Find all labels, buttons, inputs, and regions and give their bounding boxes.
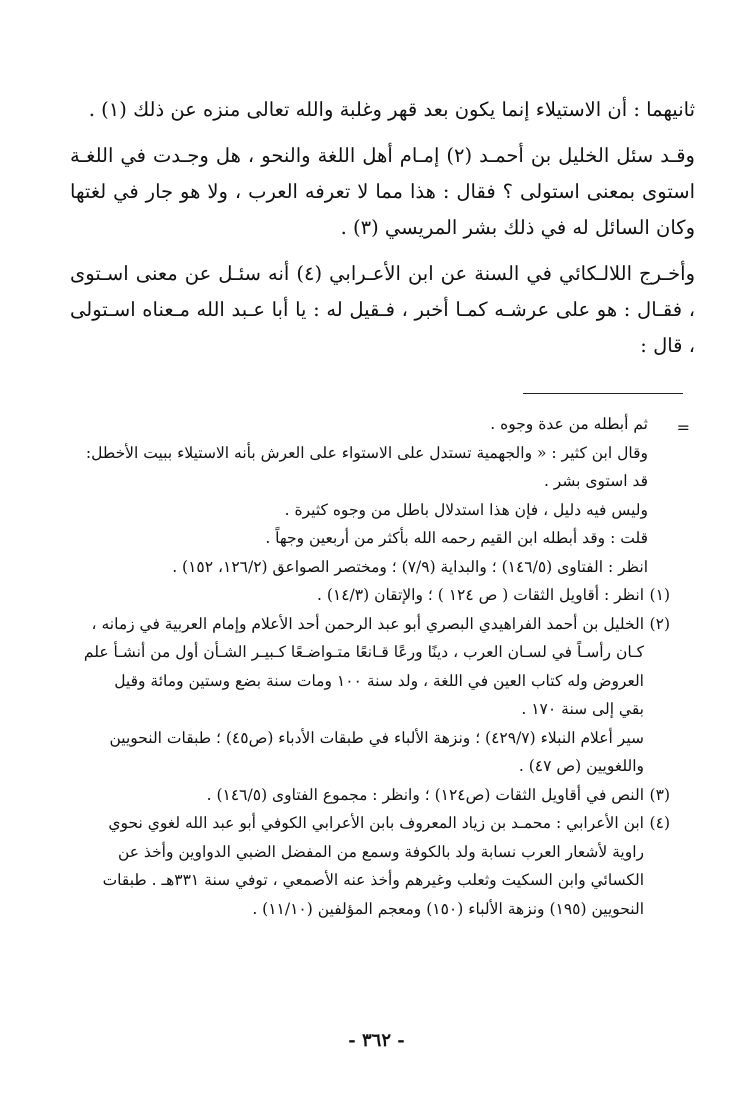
page-number: - ٣٦٢ - (348, 1030, 405, 1051)
footnote-3 (70, 781, 670, 810)
footnote-number: (٢) (649, 614, 670, 633)
paragraph: وقـد سئل الخليل بن أحمـد (٢) إمـام أهل اللغة والنحو ، هل وجـدت في اللغـة استوى بمعنى استولى ؟ فقال : هذا مما لا تعرفه العرب ، ولا هو جار في لغتها وكان السائل له في ذلك بشر المريسي (٣) . (70, 144, 695, 239)
footnote-body (70, 781, 644, 810)
footnote-line: راوية لأشعار العرب نسابة ولد بالكوفة وسمع من المفضل الضبي الدواوين وأخذ عن (117, 842, 644, 861)
footnote-line: الخليل بن أحمد الفراهيدي البصري أبو عبد الرحمن أحد الأعلام وإمام العربية في زمانه ، (91, 614, 644, 633)
footnotes-section (70, 410, 670, 923)
footnote-continuation (70, 410, 670, 581)
footnote-line: ثم أبطله من عدة وجوه . (490, 415, 648, 433)
footnote-body (70, 581, 644, 610)
footnote-line: قد استوى بشر . (543, 472, 648, 490)
paragraph: ثانيهما : أن الاستيلاء إنما يكون بعد قهر وغلبة والله تعالى منزه عن ذلك (١) . (88, 98, 695, 121)
footnote-2 (70, 610, 670, 781)
footnote-line: قلت : وقد أبطله ابن القيم رحمه الله بأكثر من أربعين وجهاً . (265, 529, 648, 547)
footnote-line: انظر : أقاويل الثقات ( ص ١٢٤ ) ؛ والإتقان (١٤/٣) . (316, 586, 644, 604)
footnote-line: واللغويين (ص ٤٧) . (518, 757, 644, 775)
footnote-line: العروض وله كتاب العين في اللغة ، ولد سنة ١٠٠ ومات سنة بضع وستين ومائة وقيل (114, 671, 644, 690)
footnote-line: سير أعلام النبلاء (٤٢٩/٧) ؛ ونزهة الألباء في طبقات الأدباء (ص٤٥) ؛ طبقات النحويين (109, 728, 644, 747)
footnote-separator-rule (523, 393, 683, 394)
paragraph: وأخـرج اللالـكائي في السنة عن ابن الأعـرابي (٤) أنه سئـل عن معنى اسـتوى ، فقـال : هو على عرشـه كمـا أخبر ، فـقيل له : يا أبا عـبد الله مـعناه اسـتولى ، قال : (70, 262, 695, 357)
footnote-line: كـان رأسـاً في لسـان العرب ، دينًا ورعًا قـانعًا متـواضـعًا كـبيـر الشـأن أول من أنشـأ علم (83, 643, 644, 661)
footnote-line: وليس فيه دليل ، فإن هذا استدلال باطل من وجوه كثيرة . (284, 500, 648, 519)
footnote-body (70, 809, 644, 923)
footnote-1 (70, 581, 670, 610)
footnote-number: (٣) (649, 785, 670, 804)
footnote-number: (١) (649, 586, 670, 604)
footnote-line: النص في أقاويل الثقات (ص١٢٤) ؛ وانظر : مجموع الفتاوى (١٤٦/٥) . (206, 785, 644, 804)
footnote-line: ابن الأعرابي : محمـد بن زياد المعروف بابن الأعرابي الكوفي أبو عبد الله لغوي نحوي (108, 814, 644, 832)
footnote-line: بقي إلى سنة ١٧٠ . (521, 700, 644, 718)
footnote-line: وقال ابن كثير : « والجهمية تستدل على الاستواء على العرش بأنه الاستيلاء ببيت الأخطل: (85, 443, 648, 462)
footnote-line: النحويين (١٩٥) ونزهة الألباء (١٥٠) ومعجم المؤلفين (١١/١٠) . (252, 899, 644, 918)
footnote-number: (٤) (649, 814, 670, 832)
footnote-line: انظر : الفتاوى (١٤٦/٥) ؛ والبداية (٧/٩) ؛ ومختصر الصواعق (١٢٦/٢، ١٥٢) . (172, 557, 648, 576)
footnote-4 (70, 809, 670, 923)
footnote-body (70, 610, 644, 781)
main-text-block (70, 92, 695, 374)
footnote-line: الكسائي وابن السكيت وثعلب وغيرهم وأخذ عنه الأصمعي ، توفي سنة ٣٣١هـ . طبقات (102, 871, 644, 889)
footnote-continuation-mark: = (676, 418, 690, 437)
